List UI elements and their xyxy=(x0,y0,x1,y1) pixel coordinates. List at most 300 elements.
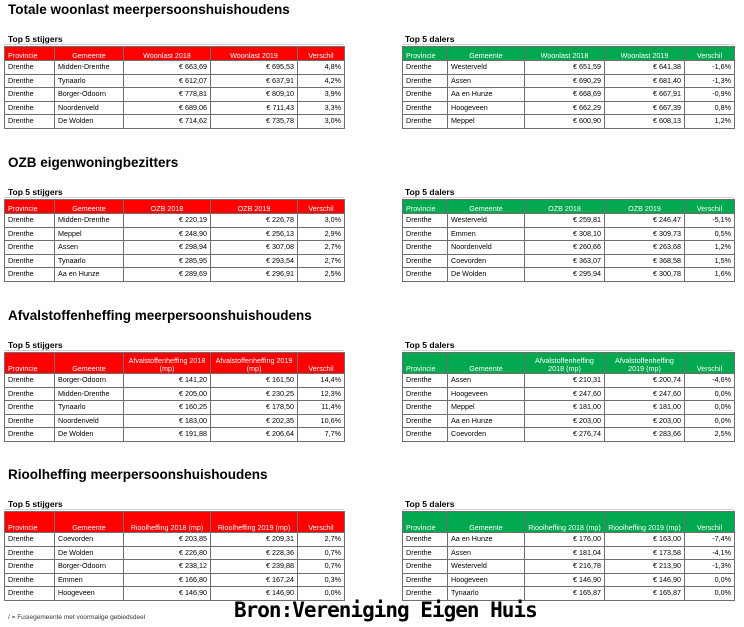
table-cell: 2,5% xyxy=(298,268,345,282)
column-header: Gemeente xyxy=(448,47,525,61)
table-cell: 14,4% xyxy=(298,374,345,388)
table-cell: € 220,19 xyxy=(124,214,211,228)
table-cell: Aa en Hunze xyxy=(448,533,525,547)
table-cell: De Wolden xyxy=(55,546,124,560)
column-header: Afvalstoffenheffing 2019 (mp) xyxy=(605,353,685,374)
table-cell: € 283,66 xyxy=(605,428,685,442)
table-cell: 0,3% xyxy=(298,573,345,587)
table-cell: € 146,90 xyxy=(605,573,685,587)
table-cell: Drenthe xyxy=(403,546,448,560)
table-cell: € 200,74 xyxy=(605,374,685,388)
column-header: Verschil xyxy=(298,353,345,374)
table-row xyxy=(5,428,345,442)
column-header: Provincie xyxy=(403,353,448,374)
column-header: Gemeente xyxy=(55,512,124,533)
table-cell: -5,1% xyxy=(685,214,735,228)
table-cell: Midden-Drenthe xyxy=(55,214,124,228)
table-row xyxy=(403,546,735,560)
table-row xyxy=(403,101,735,115)
table-cell: € 651,59 xyxy=(525,61,605,75)
table-cell: Hoogeveen xyxy=(448,387,525,401)
table-cell: 11,4% xyxy=(298,401,345,415)
column-header: Provincie xyxy=(5,200,55,214)
table-cell: 0,5% xyxy=(685,227,735,241)
table-cell: Drenthe xyxy=(403,88,448,102)
table-cell: Drenthe xyxy=(403,254,448,268)
table-cell: € 260,66 xyxy=(525,241,605,255)
dalers-table xyxy=(402,199,735,282)
column-header: Verschil xyxy=(298,200,345,214)
table-cell: € 307,08 xyxy=(211,241,298,255)
table-row xyxy=(403,61,735,75)
column-header: Verschil xyxy=(685,47,735,61)
column-header: Gemeente xyxy=(448,512,525,533)
stijgers-table xyxy=(4,199,345,282)
table-cell: € 176,00 xyxy=(525,533,605,547)
column-header: Gemeente xyxy=(448,353,525,374)
table-cell: Drenthe xyxy=(403,61,448,75)
table-cell: Drenthe xyxy=(403,115,448,129)
table-cell: Borger-Odoorn xyxy=(55,88,124,102)
table-row xyxy=(403,254,735,268)
table-row xyxy=(5,560,345,574)
table-cell: Drenthe xyxy=(5,227,55,241)
table-header-row xyxy=(5,353,345,374)
table-cell: € 178,50 xyxy=(211,401,298,415)
stijgers-label: Top 5 stijgers xyxy=(8,499,63,509)
table-cell: € 181,00 xyxy=(605,401,685,415)
table-cell: € 637,91 xyxy=(211,74,298,88)
table-cell: € 206,64 xyxy=(211,428,298,442)
table-cell: € 663,69 xyxy=(124,61,211,75)
table-cell: 1,5% xyxy=(685,254,735,268)
table-cell: Westerveld xyxy=(448,214,525,228)
divider xyxy=(4,509,344,510)
table-cell: € 183,00 xyxy=(124,414,211,428)
table-cell: Hoogeveen xyxy=(55,587,124,601)
table-row xyxy=(5,74,345,88)
table-cell: Drenthe xyxy=(5,387,55,401)
table-row xyxy=(5,115,345,129)
table-cell: € 230,25 xyxy=(211,387,298,401)
table-cell: Drenthe xyxy=(5,241,55,255)
table-cell: Meppel xyxy=(55,227,124,241)
table-cell: € 690,29 xyxy=(525,74,605,88)
footnote: / = Fusiegemeente met voormalige gebiedsdeel xyxy=(8,614,146,621)
table-cell: Assen xyxy=(55,241,124,255)
table-cell: € 295,94 xyxy=(525,268,605,282)
table-header-row xyxy=(403,512,735,533)
table-cell: € 181,00 xyxy=(525,401,605,415)
table-cell: € 612,07 xyxy=(124,74,211,88)
table-row xyxy=(5,227,345,241)
stijgers-table xyxy=(4,352,345,442)
table-cell: € 165,87 xyxy=(525,587,605,601)
table-cell: Drenthe xyxy=(403,573,448,587)
table-cell: € 205,00 xyxy=(124,387,211,401)
table-cell: Drenthe xyxy=(5,587,55,601)
table-cell: Drenthe xyxy=(5,214,55,228)
dalers-label: Top 5 dalers xyxy=(405,499,455,509)
table-cell: € 259,81 xyxy=(525,214,605,228)
table-cell: 2,7% xyxy=(298,254,345,268)
table-cell: € 248,90 xyxy=(124,227,211,241)
table-row xyxy=(403,74,735,88)
table-cell: Hoogeveen xyxy=(448,573,525,587)
table-header-row xyxy=(403,47,735,61)
table-cell: 0,7% xyxy=(298,560,345,574)
table-cell: Drenthe xyxy=(403,268,448,282)
table-cell: € 308,10 xyxy=(525,227,605,241)
table-cell: Midden-Drenthe xyxy=(55,61,124,75)
table-cell: € 689,06 xyxy=(124,101,211,115)
stijgers-label: Top 5 stijgers xyxy=(8,34,63,44)
table-row xyxy=(5,414,345,428)
stijgers-table xyxy=(4,511,345,601)
table-cell: 2,7% xyxy=(298,241,345,255)
table-cell: 0,7% xyxy=(298,546,345,560)
table-cell: € 276,74 xyxy=(525,428,605,442)
table-cell: Drenthe xyxy=(5,254,55,268)
table-row xyxy=(5,101,345,115)
table-row xyxy=(5,61,345,75)
table-cell: € 173,58 xyxy=(605,546,685,560)
table-row xyxy=(5,88,345,102)
table-cell: 0,0% xyxy=(685,401,735,415)
table-cell: € 668,69 xyxy=(525,88,605,102)
column-header: Verschil xyxy=(685,353,735,374)
table-cell: € 289,69 xyxy=(124,268,211,282)
table-row xyxy=(403,241,735,255)
table-cell: € 209,31 xyxy=(211,533,298,547)
table-row xyxy=(403,414,735,428)
table-cell: Coevorden xyxy=(448,428,525,442)
section-title: Totale woonlast meerpersoonshuishoudens xyxy=(8,2,290,17)
column-header: OZB 2018 xyxy=(525,200,605,214)
table-cell: Drenthe xyxy=(403,374,448,388)
table-row xyxy=(403,533,735,547)
table-cell: Emmen xyxy=(448,227,525,241)
table-cell: € 368,58 xyxy=(605,254,685,268)
table-cell: € 285,95 xyxy=(124,254,211,268)
table-cell: € 256,13 xyxy=(211,227,298,241)
table-cell: Drenthe xyxy=(5,533,55,547)
table-cell: 2,9% xyxy=(298,227,345,241)
table-cell: € 641,38 xyxy=(605,61,685,75)
stijgers-table xyxy=(4,46,345,129)
table-row xyxy=(403,560,735,574)
table-cell: 0,0% xyxy=(685,387,735,401)
table-cell: € 163,00 xyxy=(605,533,685,547)
table-cell: € 203,00 xyxy=(525,414,605,428)
table-cell: € 735,78 xyxy=(211,115,298,129)
table-cell: € 239,88 xyxy=(211,560,298,574)
column-header: Provincie xyxy=(5,353,55,374)
table-cell: -1,3% xyxy=(685,560,735,574)
table-row xyxy=(403,227,735,241)
column-header: Gemeente xyxy=(448,200,525,214)
table-cell: € 600,90 xyxy=(525,115,605,129)
table-row xyxy=(403,401,735,415)
table-row xyxy=(5,546,345,560)
table-cell: Assen xyxy=(448,374,525,388)
table-cell: € 263,68 xyxy=(605,241,685,255)
table-cell: Drenthe xyxy=(403,214,448,228)
table-cell: De Wolden xyxy=(55,115,124,129)
dalers-table xyxy=(402,46,735,129)
table-cell: € 226,80 xyxy=(124,546,211,560)
stijgers-label: Top 5 stijgers xyxy=(8,340,63,350)
table-cell: € 681,40 xyxy=(605,74,685,88)
table-row xyxy=(5,401,345,415)
table-cell: € 296,91 xyxy=(211,268,298,282)
table-cell: 4,2% xyxy=(298,74,345,88)
table-cell: € 216,78 xyxy=(525,560,605,574)
table-cell: € 203,00 xyxy=(605,414,685,428)
table-cell: € 711,43 xyxy=(211,101,298,115)
table-cell: 1,2% xyxy=(685,115,735,129)
column-header: OZB 2019 xyxy=(605,200,685,214)
column-header: Gemeente xyxy=(55,47,124,61)
divider xyxy=(4,44,344,45)
column-header: Woonlast 2018 xyxy=(124,47,211,61)
table-cell: € 778,81 xyxy=(124,88,211,102)
stijgers-label: Top 5 stijgers xyxy=(8,187,63,197)
dalers-table xyxy=(402,352,735,442)
table-cell: Westerveld xyxy=(448,560,525,574)
table-cell: € 293,54 xyxy=(211,254,298,268)
table-cell: 3,0% xyxy=(298,214,345,228)
column-header: Provincie xyxy=(5,512,55,533)
table-cell: 10,6% xyxy=(298,414,345,428)
divider xyxy=(4,197,344,198)
table-cell: € 228,36 xyxy=(211,546,298,560)
column-header: Rioolheffing 2019 (mp) xyxy=(211,512,298,533)
table-cell: Coevorden xyxy=(448,254,525,268)
table-cell: 7,7% xyxy=(298,428,345,442)
table-cell: -4,6% xyxy=(685,374,735,388)
table-row xyxy=(5,533,345,547)
table-row xyxy=(403,428,735,442)
table-cell: Drenthe xyxy=(403,74,448,88)
table-row xyxy=(403,214,735,228)
column-header: Provincie xyxy=(403,200,448,214)
divider xyxy=(4,350,344,351)
table-cell: Meppel xyxy=(448,401,525,415)
table-cell: 12,3% xyxy=(298,387,345,401)
table-cell: Drenthe xyxy=(403,227,448,241)
table-cell: Drenthe xyxy=(5,560,55,574)
column-header: OZB 2019 xyxy=(211,200,298,214)
table-cell: Assen xyxy=(448,546,525,560)
table-cell: Drenthe xyxy=(5,546,55,560)
table-cell: € 213,90 xyxy=(605,560,685,574)
table-row xyxy=(403,115,735,129)
table-cell: € 300,78 xyxy=(605,268,685,282)
table-cell: Drenthe xyxy=(403,241,448,255)
table-cell: € 146,90 xyxy=(525,573,605,587)
table-row xyxy=(403,374,735,388)
table-cell: 0,0% xyxy=(685,587,735,601)
table-cell: € 191,88 xyxy=(124,428,211,442)
table-cell: € 247,60 xyxy=(525,387,605,401)
divider xyxy=(402,197,734,198)
table-cell: € 161,50 xyxy=(211,374,298,388)
table-cell: € 667,91 xyxy=(605,88,685,102)
table-cell: De Wolden xyxy=(448,268,525,282)
table-header-row xyxy=(403,200,735,214)
table-cell: € 166,80 xyxy=(124,573,211,587)
table-cell: € 146,90 xyxy=(211,587,298,601)
table-cell: Drenthe xyxy=(5,61,55,75)
table-cell: Tynaarlo xyxy=(55,401,124,415)
table-cell: Aa en Hunze xyxy=(448,88,525,102)
table-cell: Hoogeveen xyxy=(448,101,525,115)
column-header: Woonlast 2019 xyxy=(605,47,685,61)
table-cell: € 146,90 xyxy=(124,587,211,601)
table-cell: De Wolden xyxy=(55,428,124,442)
table-cell: Drenthe xyxy=(403,414,448,428)
table-cell: -7,4% xyxy=(685,533,735,547)
table-cell: Westerveld xyxy=(448,61,525,75)
table-cell: Tynaarlo xyxy=(55,254,124,268)
table-cell: 1,6% xyxy=(685,268,735,282)
table-cell: € 363,07 xyxy=(525,254,605,268)
table-cell: Drenthe xyxy=(5,428,55,442)
table-cell: € 695,53 xyxy=(211,61,298,75)
table-cell: 2,7% xyxy=(298,533,345,547)
table-cell: 0,0% xyxy=(685,414,735,428)
column-header: Verschil xyxy=(298,512,345,533)
table-cell: Emmen xyxy=(55,573,124,587)
column-header: Rioolheffing 2018 (mp) xyxy=(525,512,605,533)
table-cell: Meppel xyxy=(448,115,525,129)
column-header: Afvalstoffenheffing 2019 (mp) xyxy=(211,353,298,374)
column-header: Verschil xyxy=(685,512,735,533)
table-row xyxy=(403,88,735,102)
table-header-row xyxy=(5,47,345,61)
source-caption: Bron:Vereniging Eigen Huis xyxy=(234,598,537,622)
table-cell: Midden-Drenthe xyxy=(55,387,124,401)
table-cell: € 165,87 xyxy=(605,587,685,601)
table-cell: Drenthe xyxy=(5,401,55,415)
table-header-row xyxy=(5,200,345,214)
table-cell: Drenthe xyxy=(403,387,448,401)
dalers-label: Top 5 dalers xyxy=(405,34,455,44)
table-cell: 1,2% xyxy=(685,241,735,255)
column-header: Provincie xyxy=(5,47,55,61)
table-cell: -1,6% xyxy=(685,61,735,75)
table-cell: Borger-Odoorn xyxy=(55,560,124,574)
table-cell: Borger-Odoorn xyxy=(55,374,124,388)
table-row xyxy=(5,241,345,255)
table-cell: Drenthe xyxy=(403,101,448,115)
table-cell: € 714,62 xyxy=(124,115,211,129)
table-cell: 3,3% xyxy=(298,101,345,115)
dalers-table xyxy=(402,511,735,601)
table-cell: € 167,24 xyxy=(211,573,298,587)
column-header: Verschil xyxy=(685,200,735,214)
column-header: OZB 2018 xyxy=(124,200,211,214)
table-row xyxy=(403,268,735,282)
table-cell: 0,8% xyxy=(685,101,735,115)
table-cell: Drenthe xyxy=(403,560,448,574)
divider xyxy=(402,44,734,45)
table-cell: 3,0% xyxy=(298,115,345,129)
table-cell: € 298,94 xyxy=(124,241,211,255)
section-title: Rioolheffing meerpersoonshuishoudens xyxy=(8,467,268,482)
column-header: Afvalstoffenheffing 2018 (mp) xyxy=(124,353,211,374)
table-cell: Drenthe xyxy=(403,428,448,442)
column-header: Verschil xyxy=(298,47,345,61)
table-cell: Drenthe xyxy=(5,374,55,388)
table-cell: € 141,20 xyxy=(124,374,211,388)
table-cell: € 226,78 xyxy=(211,214,298,228)
table-cell: Drenthe xyxy=(5,115,55,129)
dalers-label: Top 5 dalers xyxy=(405,340,455,350)
table-row xyxy=(5,573,345,587)
table-cell: Coevorden xyxy=(55,533,124,547)
column-header: Afvalstoffenheffing 2018 (mp) xyxy=(525,353,605,374)
column-header: Provincie xyxy=(403,47,448,61)
table-cell: -0,9% xyxy=(685,88,735,102)
table-cell: Assen xyxy=(448,74,525,88)
table-cell: Tynaarlo xyxy=(55,74,124,88)
table-cell: € 809,10 xyxy=(211,88,298,102)
table-cell: Aa en Hunze xyxy=(55,268,124,282)
table-cell: € 247,60 xyxy=(605,387,685,401)
table-cell: € 608,13 xyxy=(605,115,685,129)
table-cell: -4,1% xyxy=(685,546,735,560)
table-cell: 3,9% xyxy=(298,88,345,102)
table-cell: Drenthe xyxy=(403,401,448,415)
table-cell: Noordenveld xyxy=(55,414,124,428)
column-header: Gemeente xyxy=(55,200,124,214)
column-header: Provincie xyxy=(403,512,448,533)
table-row xyxy=(5,268,345,282)
table-header-row xyxy=(5,512,345,533)
table-cell: € 309,73 xyxy=(605,227,685,241)
table-row xyxy=(5,214,345,228)
table-cell: € 203,85 xyxy=(124,533,211,547)
table-row xyxy=(5,254,345,268)
table-cell: Drenthe xyxy=(5,414,55,428)
section-title: Afvalstoffenheffing meerpersoonshuishoudens xyxy=(8,308,312,323)
table-row xyxy=(403,573,735,587)
table-cell: 4,8% xyxy=(298,61,345,75)
table-cell: Tynaarlo xyxy=(448,587,525,601)
table-cell: Noordenveld xyxy=(448,241,525,255)
table-cell: Drenthe xyxy=(5,74,55,88)
table-row xyxy=(5,387,345,401)
table-cell: € 667,39 xyxy=(605,101,685,115)
table-cell: 0,0% xyxy=(685,573,735,587)
table-cell: Noordenveld xyxy=(55,101,124,115)
section-title: OZB eigenwoningbezitters xyxy=(8,155,179,170)
table-cell: Drenthe xyxy=(403,587,448,601)
table-cell: € 160,25 xyxy=(124,401,211,415)
column-header: Woonlast 2018 xyxy=(525,47,605,61)
table-cell: Drenthe xyxy=(5,88,55,102)
column-header: Woonlast 2019 xyxy=(211,47,298,61)
table-cell: -1,3% xyxy=(685,74,735,88)
column-header: Rioolheffing 2019 (mp) xyxy=(605,512,685,533)
table-cell: € 181,04 xyxy=(525,546,605,560)
table-cell: Drenthe xyxy=(5,268,55,282)
table-row xyxy=(403,387,735,401)
dalers-label: Top 5 dalers xyxy=(405,187,455,197)
table-cell: € 210,31 xyxy=(525,374,605,388)
